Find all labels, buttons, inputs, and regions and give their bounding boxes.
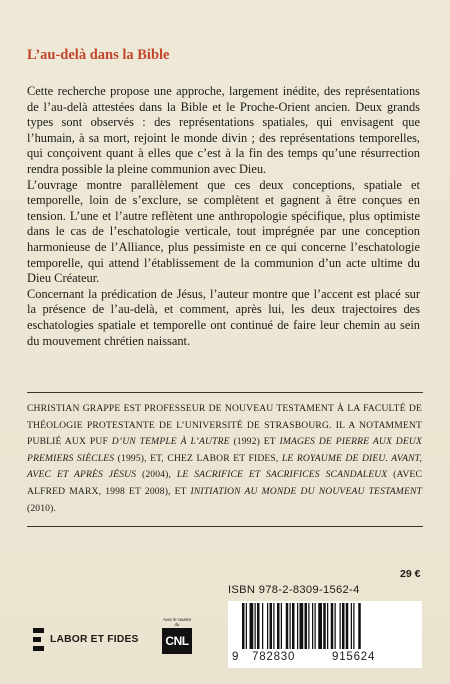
barcode-digit-first: 9	[232, 651, 240, 663]
barcode-digits-left: 782830	[252, 651, 296, 663]
bio-title: LE SACRIFICE ET SACRIFICES SCANDALEUX	[176, 469, 388, 481]
cnl-logo	[160, 617, 194, 654]
bio-text: (1995), ET, CHEZ LABOR ET FIDES,	[114, 452, 282, 464]
bio-title: IMAGES DE PIERRE AUX DEUX PREMIERS SIÈCLES	[27, 436, 422, 464]
bio-text: (2004),	[136, 469, 177, 481]
blurb-paragraph-2: L’ouvrage montre parallèlement que ces deux conceptions, spatiale et temporelle, loin de s’exclure, se complètent et gagnent à être conçues en tension. L’une et l’autre reflètent une anthropologie spécifique, plus optimiste dans le cas de l’eschatologie verticale, tout imprégnée par une conception harmonieuse de l’Alliance, plus pessimiste en ce qui concerne l’eschatologie temporelle, qui attend l’établissement de la communion d’un acte ultime du Dieu Créateur.	[27, 177, 420, 286]
bio-text: (AVEC ALFRED MARX, 1998 ET 2008), ET	[27, 469, 422, 497]
publisher-logo	[33, 628, 139, 651]
bio-title: LE ROYAUME DE DIEU. AVANT, AVEC ET APRÈS JÉSUS	[27, 452, 422, 481]
blurb	[27, 84, 420, 349]
divider-top	[27, 392, 423, 393]
cnl-support-text: Avec le soutien du	[162, 617, 192, 627]
bio-text: (2010).	[27, 502, 57, 514]
publisher-name: LABOR ET FIDES	[50, 634, 139, 645]
bio-text: (1992) ET	[229, 436, 280, 448]
bio-text: CHRISTIAN GRAPPE EST PROFESSEUR DE NOUVEAU TESTAMENT À LA FACULTÉ DE THÉOLOGIE PROTESTANTE DE L’UNIVERSITÉ DE STRASBOURG. IL A NOTAMMENT PUBLIÉ AUX PUF	[27, 403, 422, 448]
book-heading: L’au-delà dans la Bible	[27, 47, 170, 63]
barcode	[228, 601, 422, 668]
price: 29 €	[400, 568, 421, 580]
barcode-bars-icon	[242, 603, 410, 651]
publisher-mark-icon	[33, 628, 44, 651]
bio-title: INITIATION AU MONDE DU NOUVEAU TESTAMENT	[190, 485, 422, 497]
blurb-paragraph-1: Cette recherche propose une approche, largement inédite, des représentations de l’au-delà attestées dans la Bible et le Proche-Orient ancien. Deux grands types sont observés : des représentations spatiales, qui envisagent que l’humain, à sa mort, rejoint le monde divin ; des représentations temporelles, qui conçoivent quant à elles que c’est à la fin des temps qu’une résurrection rendra possible la pleine communion avec Dieu.	[27, 84, 420, 176]
cnl-logo-mark: CNL	[162, 628, 192, 654]
blurb-paragraph-3: Concernant la prédication de Jésus, l’auteur montre que l’accent est placé sur la présence de l’au-delà, et comment, après lui, les deux trajectoires des eschatologies spatiale et temporelle ont continué de faire leur chemin au sein du mouvement chrétien naissant.	[27, 286, 420, 348]
author-bio	[27, 401, 422, 517]
divider-bottom	[27, 526, 423, 527]
barcode-digits-right: 915624	[332, 651, 376, 663]
isbn: ISBN 978-2-8309-1562-4	[228, 584, 360, 596]
bio-title: D’UN TEMPLE À L’AUTRE	[111, 436, 230, 448]
